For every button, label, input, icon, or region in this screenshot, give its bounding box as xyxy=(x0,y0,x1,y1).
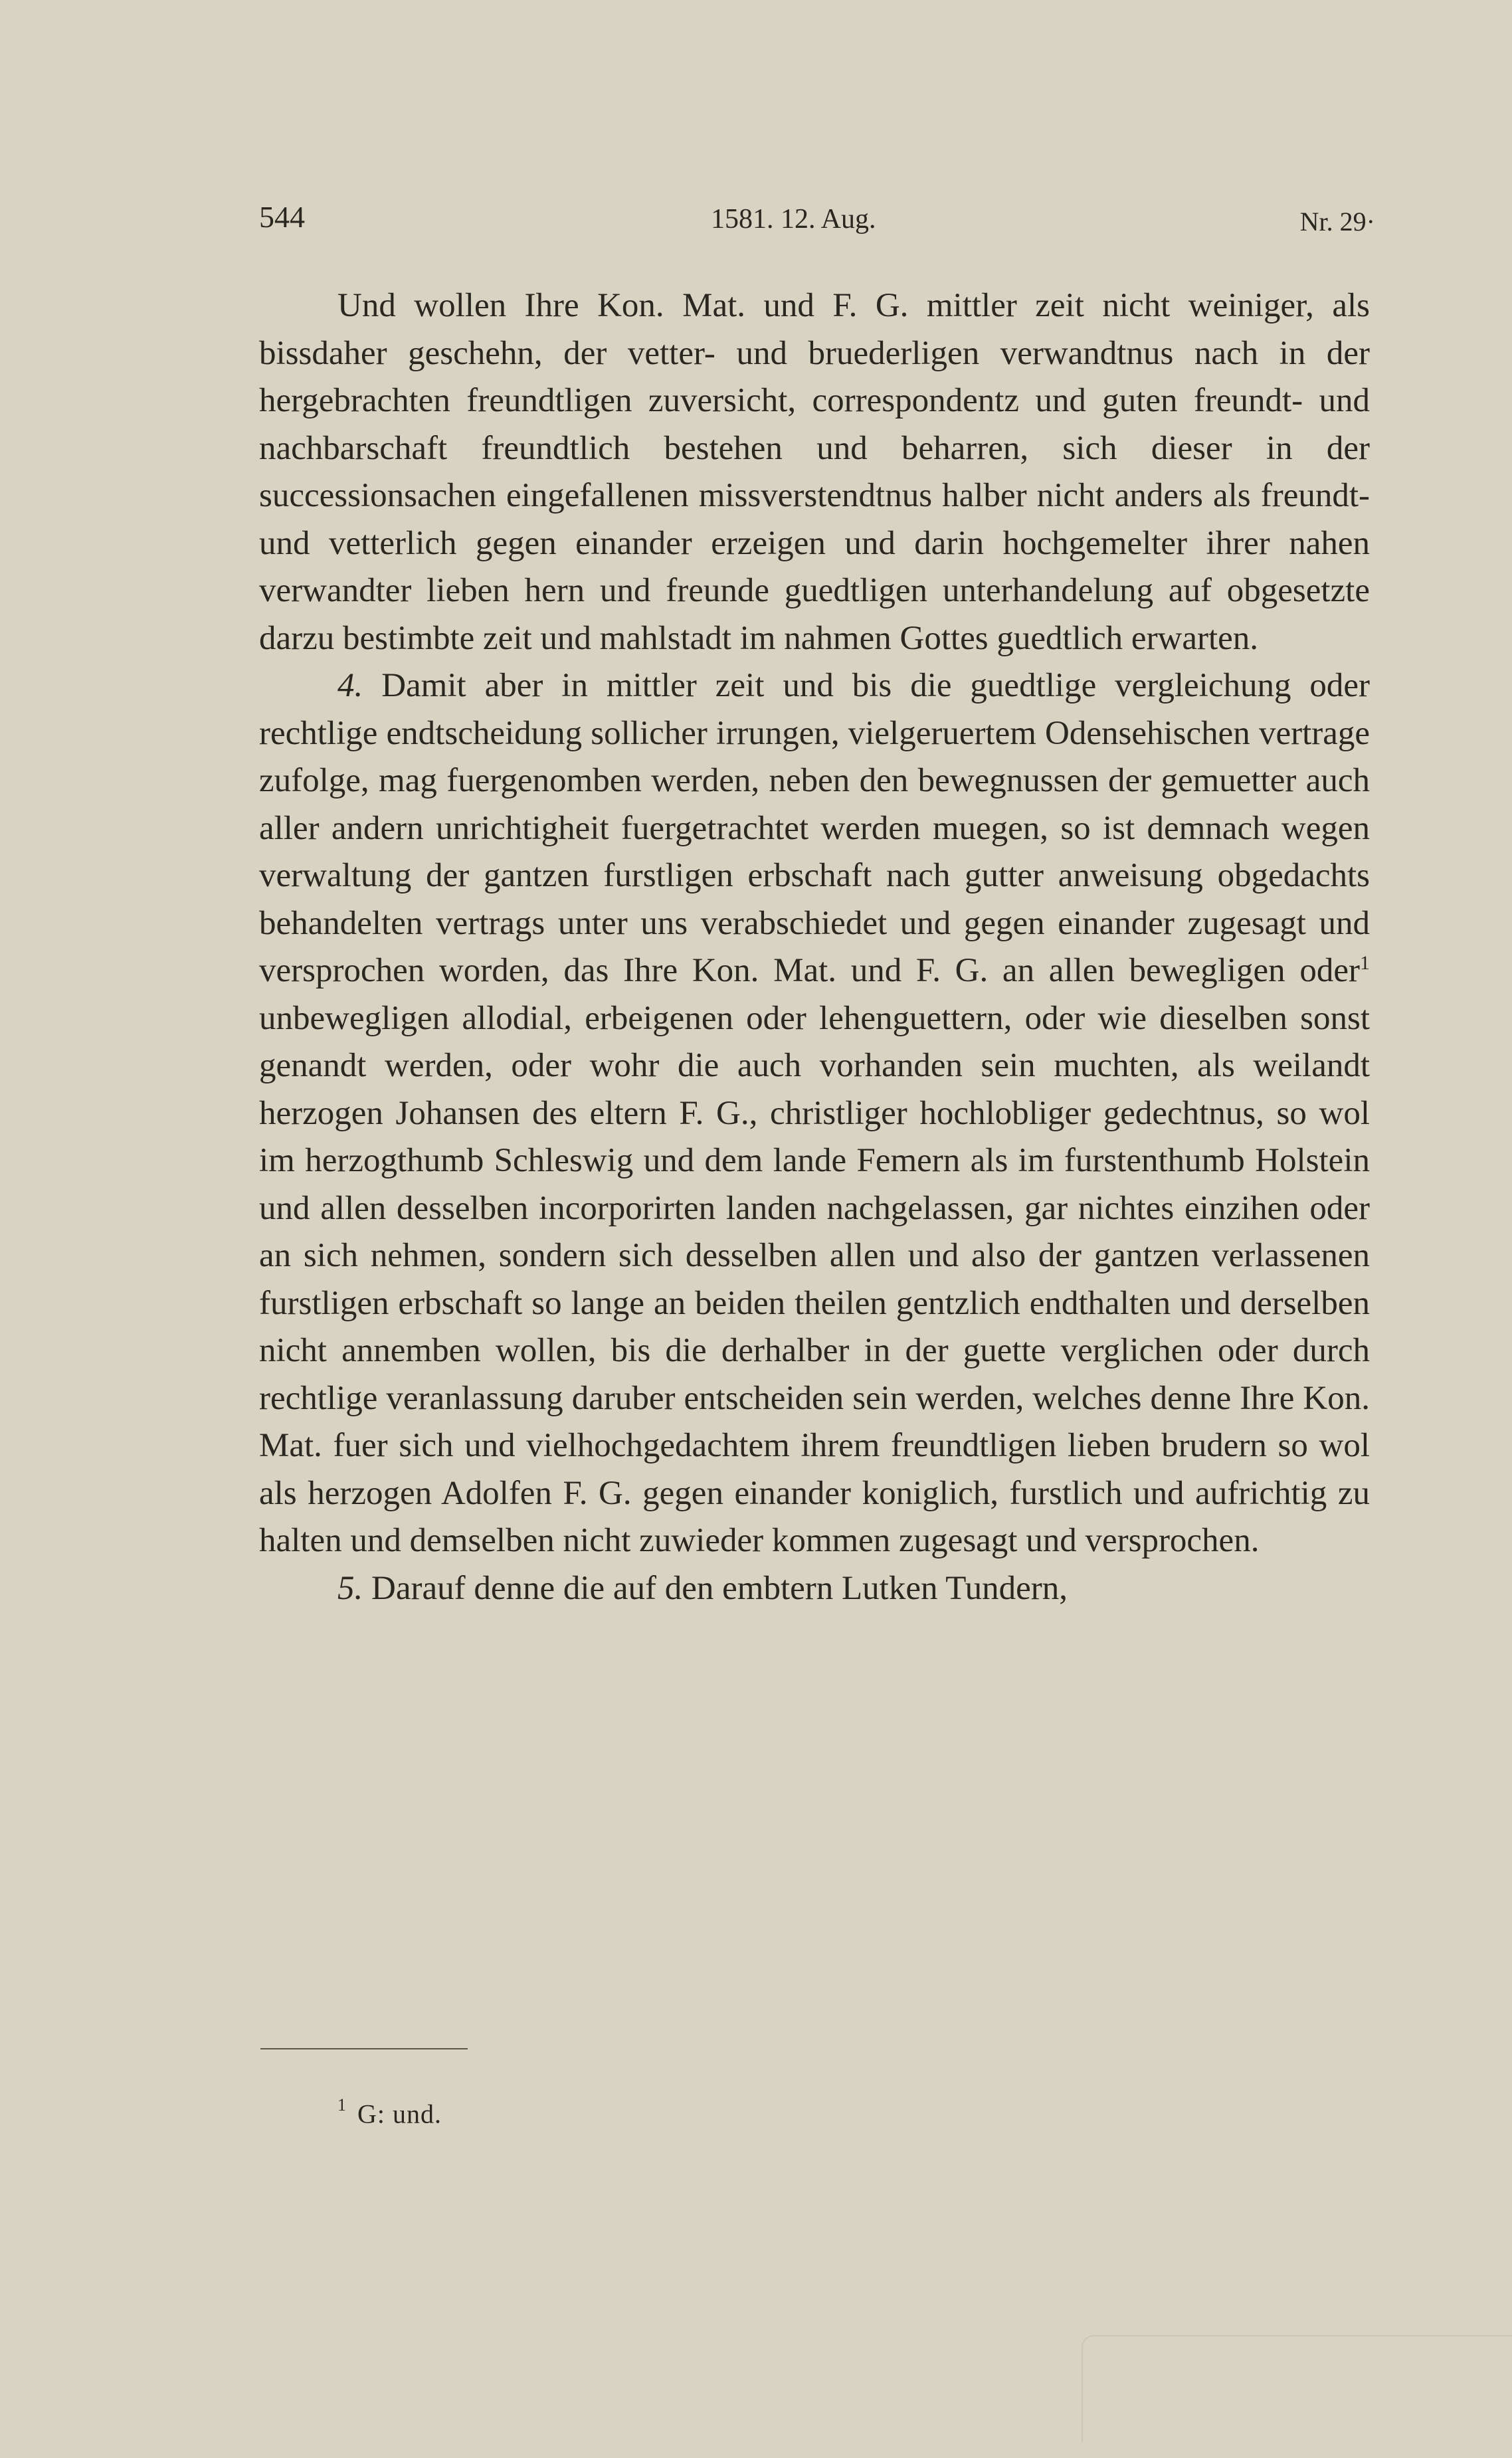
page-edge-mark xyxy=(1082,2335,1512,2443)
document-date: 1581. 12. Aug. xyxy=(711,204,876,235)
body-text xyxy=(259,282,1370,1612)
paragraph-text: Und wollen Ihre Kon. Mat. und F. G. mittler zeit nicht weiniger, als bissdaher geschehn, der vetter- und bruederligen verwandtnus nach in der hergebrachten freundtligen zuversicht, correspondentz und guten freundt- und nachbarschaft freundtlich bestehen und beharren, sich dieser in der successionsachen eingefallenen missverstendtnus halber nicht anders als freundt- und vetterlich gegen einander erzeigen und darin hochgemelter ihrer nahen verwandter lieben hern und freunde guedtligen unterhandelung auf obgesetzte darzu bestimbte zeit und mahlstadt im nahmen Gottes guedtlich erwarten. xyxy=(259,287,1370,657)
paragraph-number: 4. xyxy=(337,667,363,704)
paragraph-text-continued: unbewegligen allodial, erbeigenen oder lehenguettern, oder wie dieselben sonst genandt werden, oder wohr die auch vorhanden sein muchten, als weilandt herzogen Johansen des eltern F. G., christliger hochlobliger gedechtnus, so wol im herzogthumb Schleswig und dem lande Femern als im furstenthumb Holstein und allen desselben incorporirten landen nachgelassen, gar nichtes einzihen oder an sich nehmen, sondern sich desselben allen und also der gantzen verlassenen furstligen erbschaft so lange an beiden theilen gentzlich endthalten und derselben nicht annemben wollen, bis die derhalber in der guette verglichen oder durch rechtlige veranlassung daruber entscheiden sein werden, welches denne Ihre Kon. Mat. fuer sich und vielhochgedachtem ihrem freundtligen lieben brudern so wol als herzogen Adolfen F. G. gegen einander koniglich, furstlich und aufrichtig zu halten und demselben nicht zuwieder kommen zugesagt und versprochen. xyxy=(259,999,1370,1559)
footnote-marker: 1 xyxy=(337,2095,347,2115)
paragraph-5 xyxy=(259,1565,1370,1613)
footnote-divider xyxy=(260,2048,468,2049)
paragraph-text: Damit aber in mittler zeit und bis die guedtlige vergleichung oder rechtlige endtscheidung sollicher irrungen, vielgeruertem Odensehischen vertrage zufolge, mag fuergenomben werden, neben den bewegnussen der gemuetter auch aller andern unrichtigheit fuergetrachtet werden muegen, so ist demnach wegen verwaltung der gantzen furstligen erbschaft nach gutter anweisung obgedachts behandelten vertrags unter uns verabschiedet und gegen einander zugesagt und versprochen worden, das Ihre Kon. Mat. und F. G. an allen bewegligen oder xyxy=(259,667,1370,989)
footnote xyxy=(337,2095,442,2129)
page-header xyxy=(259,199,1375,246)
paragraph-number: 5. xyxy=(337,1569,363,1607)
paragraph-4 xyxy=(259,662,1370,1565)
paragraph-intro xyxy=(259,282,1370,662)
page-number: 544 xyxy=(259,200,305,234)
footnote-reference: 1 xyxy=(1360,952,1370,974)
paragraph-text: Darauf denne die auf den embtern Lutken Tundern, xyxy=(371,1569,1068,1607)
document-number: Nr. 29· xyxy=(1299,207,1375,236)
footnote-text: G: und. xyxy=(357,2099,442,2129)
